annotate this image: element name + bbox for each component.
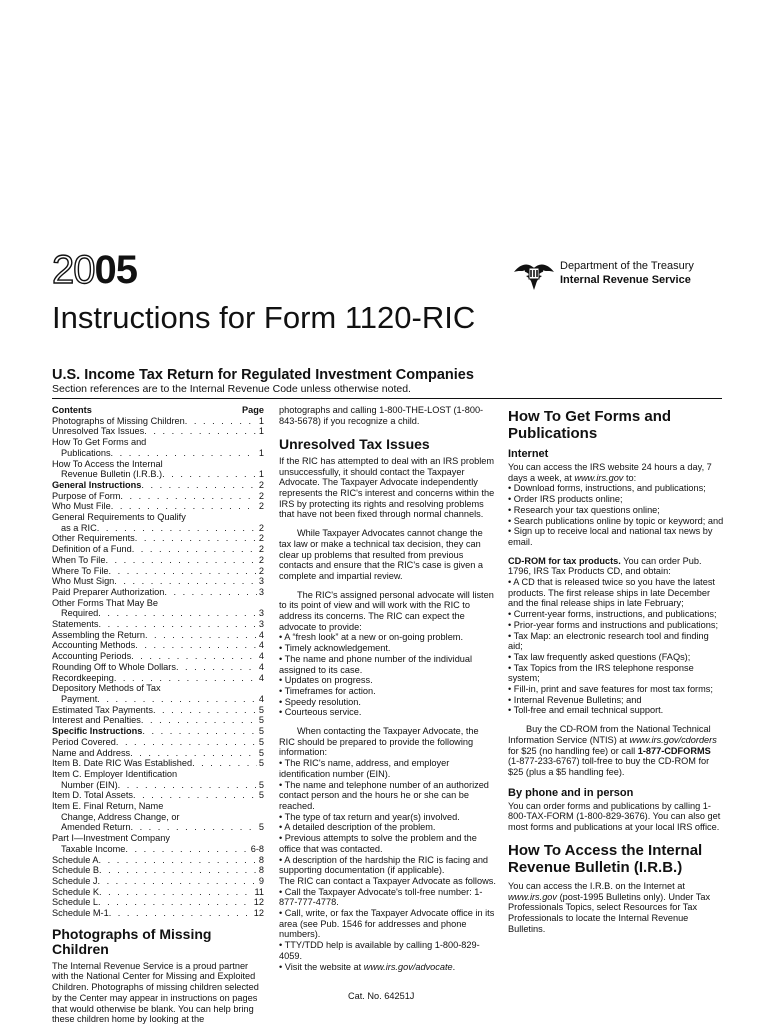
bullet-item: • Search publications online by topic or keyword; and [508, 516, 724, 527]
toc-entry [52, 459, 264, 470]
toc-leader [133, 790, 257, 801]
toc-entry [52, 833, 264, 844]
bullet-item: • Previous attempts to solve the problem and the office that was contacted. [279, 833, 497, 854]
toc-entry-label: Definition of a Fund [52, 544, 132, 555]
bullet-item: • Tax Topics from the IRS telephone response system; [508, 663, 724, 684]
toc-entry-label: Purpose of Form [52, 490, 121, 501]
toc-entry-page: 3 [258, 608, 264, 619]
toc-entry-label: Number (EIN) [61, 779, 118, 790]
toc-leader [185, 416, 257, 427]
bullet-item: • Sign up to receive local and national tax news by email. [508, 526, 724, 547]
toc-entry [52, 544, 264, 555]
cdrom-body: You can order Pub. 1796, IRS Tax Products CD, and obtain: [508, 555, 702, 577]
toc-entry-page: 12 [253, 908, 264, 919]
page-title: Instructions for Form 1120-RIC [52, 300, 476, 335]
toc-entry [52, 801, 264, 812]
toc-entry-page: 1 [258, 415, 264, 426]
forms-heading: How To Get Forms and Publications [508, 408, 672, 442]
toc-entry-page: 4 [258, 672, 264, 683]
toc-entry-label: Unresolved Tax Issues [52, 426, 145, 437]
toc-entry-page: 8 [258, 854, 264, 865]
toc-entry [52, 662, 264, 673]
missing-children-heading: Photographs of Missing Children [52, 925, 212, 958]
toc-entry [52, 673, 264, 684]
bullet-item: • Download forms, instructions, and publications; [508, 483, 724, 494]
bullet-item: • The type of tax return and year(s) involved. [279, 812, 497, 823]
toc-entry [52, 469, 264, 480]
toc-entry [52, 576, 264, 587]
agency-name: Internal Revenue Service [560, 274, 691, 286]
toc-entry-page: 5 [258, 790, 264, 801]
unresolved-issues-heading: Unresolved Tax Issues [279, 436, 430, 453]
advocate-website-item [279, 962, 497, 973]
toc-entry-page: 5 [258, 779, 264, 790]
toc-entry [52, 790, 264, 801]
toc-entry-label: Item B. Date RIC Was Established [52, 758, 193, 769]
header-divider [52, 398, 722, 399]
buy-post: (1-877-233-6767) toll-free to buy the CD-ROM for $25 (plus a $5 handling fee). [508, 756, 710, 777]
toc-entry-page: 4 [258, 651, 264, 662]
toc-leader [120, 491, 256, 502]
phone-text: You can order forms and publications by calling 1-800-TAX-FORM (1-800-829-3676). You can also get most forms and publications at your local IRS office. [508, 800, 721, 833]
irb-text [508, 881, 724, 935]
toc-leader [109, 908, 252, 919]
toc-entry [52, 426, 264, 437]
toc-entry [52, 512, 264, 523]
toc-entry-page: 11 [254, 886, 264, 897]
toc-entry-label: Schedule B [52, 865, 99, 876]
internet-text [508, 462, 724, 483]
missing-children-continued: photographs and calling 1-800-THE-LOST (1-800-843-5678) if you recognize a child. [279, 405, 484, 426]
toc-entry [52, 630, 264, 641]
toc-entry-label: How To Access the Internal [52, 458, 163, 469]
internet-list [508, 483, 724, 547]
toc-entry-page: 1 [258, 469, 264, 480]
advocate-website-post: . [452, 961, 456, 972]
toc-leader [153, 705, 257, 716]
agency-block [512, 258, 722, 292]
year-outline: 20 [52, 248, 95, 292]
toc-entry-page: 2 [258, 544, 264, 555]
department-name: Department of the Treasury [560, 260, 694, 272]
bullet-item: • TTY/TDD help is available by calling 1-800-829-4059. [279, 940, 497, 961]
catalog-number: Cat. No. 64251J [348, 991, 415, 1001]
bullet-item: • Timeframes for action. [279, 686, 497, 697]
toc-entry [52, 865, 264, 876]
toc-entry-label: Photographs of Missing Children [52, 415, 185, 426]
toc-leader [145, 630, 257, 641]
toc-entry [52, 737, 264, 748]
toc-entry [52, 416, 264, 427]
advocate-paragraph-3: The RIC's assigned personal advocate will listen to its point of view and will work with the RIC to address its concerns. The RIC can expect the advocate to provide: [279, 589, 494, 632]
toc-entry-label: Estimated Tax Payments [52, 704, 153, 715]
toc-entry [52, 705, 264, 716]
toc-entry [52, 608, 264, 619]
toc-entry-page: 2 [258, 565, 264, 576]
toc-leader [132, 544, 257, 555]
toc-leader [144, 426, 257, 437]
toc-leader [98, 897, 252, 908]
toc-entry-label: When To File [52, 554, 106, 565]
bullet-item: • Current-year forms, instructions, and publications; [508, 609, 724, 620]
toc-entry-label: Paid Preparer Authorization [52, 586, 165, 597]
toc-entry-page: 4 [258, 693, 264, 704]
toc-entry-label: Other Forms That May Be [52, 597, 159, 608]
bullet-item: • Fill-in, print and save features for most tax forms; [508, 684, 724, 695]
toc-leader [116, 737, 257, 748]
toc-entry-label: Period Covered [52, 736, 116, 747]
toc-entry [52, 491, 264, 502]
toc-leader [111, 448, 257, 459]
toc-entry-page: 3 [258, 576, 264, 587]
toc-entry-page: 12 [253, 897, 264, 908]
toc-entry-label: Name and Address [52, 747, 131, 758]
toc-entry-label: Change, Address Change, or [61, 811, 180, 822]
bullet-item: • Tax law frequently asked questions (FAQs); [508, 652, 724, 663]
bullet-item: • Internal Revenue Bulletins; and [508, 695, 724, 706]
toc-entry [52, 448, 264, 459]
toc-entry [52, 501, 264, 512]
toc-entry-label: Who Must Sign [52, 576, 115, 587]
toc-entry-label: General Requirements to Qualify [52, 512, 186, 523]
toc-entry [52, 844, 264, 855]
bullet-item: • Order IRS products online; [508, 494, 724, 505]
toc-entry-label: Specific Instructions [52, 726, 143, 737]
form-subtitle: U.S. Income Tax Return for Regulated Investment Companies [52, 367, 474, 383]
cdforms-number: 1-877-CDFORMS [637, 745, 711, 756]
bullet-item: • A detailed description of the problem. [279, 822, 497, 833]
bullet-item: • Prior-year forms and instructions and publications; [508, 620, 724, 631]
irs-website-link[interactable]: www.irs.gov [574, 472, 624, 483]
bullet-item: • Toll-free and email technical support. [508, 705, 724, 716]
toc-entry-page: 5 [258, 704, 264, 715]
bullet-item: • A CD that is released twice so you have the latest products. The first release ships in late December and the final release ships in late February; [508, 577, 724, 609]
toc-leader [142, 726, 257, 737]
toc-leader [111, 501, 257, 512]
toc-entry-page: 8 [258, 865, 264, 876]
toc-entry-page: 5 [258, 736, 264, 747]
toc-leader [97, 876, 256, 887]
toc-entry-label: Schedule K [52, 886, 99, 897]
toc-entry [52, 566, 264, 577]
toc-entry-label: Assembling the Return [52, 629, 145, 640]
advocate-website-link[interactable]: www.irs.gov/advocate [363, 961, 453, 972]
toc-header-label: Contents [52, 405, 92, 415]
toc-entry [52, 480, 264, 491]
bullet-item: • The name and phone number of the individual assigned to its case. [279, 654, 497, 675]
buy-mid: for $25 (no handling fee) or call [508, 745, 638, 756]
toc-entry [52, 876, 264, 887]
toc-entry-page: 2 [258, 533, 264, 544]
toc-entry-label: General Instructions [52, 479, 142, 490]
toc-entry-label: Rounding Off to Whole Dollars [52, 661, 176, 672]
advocate-info-list [279, 758, 497, 876]
advocate-provides-list [279, 632, 497, 718]
toc-entry [52, 726, 264, 737]
toc-entry [52, 533, 264, 544]
toc-entry-label: Item D. Total Assets [52, 790, 134, 801]
toc-entry-page: 4 [258, 629, 264, 640]
phone-heading: By phone and in person [508, 786, 634, 799]
toc-entry-page: 4 [258, 661, 264, 672]
column-forms [508, 405, 724, 934]
table-of-contents [52, 416, 264, 919]
toc-entry-label: Accounting Methods [52, 640, 136, 651]
toc-entry-page: 5 [258, 822, 264, 833]
toc-entry [52, 437, 264, 448]
cdorders-link[interactable]: www.irs.gov/cdorders [629, 734, 717, 745]
toc-entry [52, 780, 264, 791]
toc-leader [125, 844, 248, 855]
irb-website-link[interactable]: www.irs.gov [508, 891, 558, 902]
cdrom-text [508, 556, 724, 577]
toc-entry-page: 2 [258, 501, 264, 512]
bullet-item: • The RIC's name, address, and employer identification number (EIN). [279, 758, 497, 779]
buy-pre: Buy the CD-ROM from the National Technical Information Service (NTIS) at [508, 724, 711, 745]
toc-entry-label: Accounting Periods [52, 651, 132, 662]
toc-entry-label: Item C. Employer Identification [52, 768, 178, 779]
bullet-item: • A description of the hardship the RIC is facing and supporting documentation (if applicable). [279, 855, 497, 876]
toc-entry [52, 694, 264, 705]
bullet-item: • Call, write, or fax the Taxpayer Advocate office in its area (see Pub. 1546 for addresses and phone numbers). [279, 908, 497, 940]
toc-entry-page: 3 [258, 586, 264, 597]
toc-leader [130, 822, 256, 833]
toc-leader [130, 748, 257, 759]
toc-leader [118, 780, 257, 791]
toc-entry [52, 908, 264, 919]
toc-leader [141, 715, 257, 726]
toc-leader [97, 694, 257, 705]
toc-leader [162, 469, 257, 480]
irs-eagle-logo-icon [512, 258, 556, 292]
toc-entry-page: 5 [258, 726, 264, 737]
toc-entry [52, 651, 264, 662]
toc-entry [52, 855, 264, 866]
toc-entry [52, 619, 264, 630]
toc-leader [135, 640, 257, 651]
toc-entry-page: 2 [258, 479, 264, 490]
toc-leader [98, 608, 257, 619]
toc-entry-label: How To Get Forms and [52, 437, 147, 448]
toc-entry-page: 4 [258, 640, 264, 651]
toc-entry [52, 683, 264, 694]
toc-leader [99, 887, 252, 898]
advocate-paragraph-1: If the RIC has attempted to deal with an IRS problem unsuccessfully, it should contact the Taxpayer Advocate. The Taxpayer Advocate independently represents the RIC's interest and concerns within the IRS by protecting its rights and resolving problems that have not been fixed through normal channels. [279, 455, 495, 520]
missing-children-text: The Internal Revenue Service is a proud partner with the National Center for Missing and Exploited Children. Photographs of missing children selected by the Center may appear in instructions on pages that would otherwise be blank. You can help bring these children home by looking at the [52, 960, 259, 1025]
advocate-paragraph-2: While Taxpayer Advocates cannot change the tax law or make a technical tax decision, they can clear up problems that resulted from previous contacts and ensure that the RIC's case is given a complete and impartial review. [279, 528, 483, 581]
toc-entry-label: Recordkeeping [52, 672, 114, 683]
toc-leader [98, 619, 256, 630]
toc-entry [52, 640, 264, 651]
toc-entry [52, 812, 264, 823]
year-bold: 05 [94, 248, 137, 292]
irb-heading: How To Access the Internal Revenue Bulletin (I.R.B.) [508, 841, 703, 876]
bullet-item: • Tax Map: an electronic research tool and finding aid; [508, 631, 724, 652]
toc-entry [52, 769, 264, 780]
toc-entry-label: Depository Methods of Tax [52, 683, 161, 694]
toc-entry-page: 1 [258, 447, 264, 458]
column-advocate [279, 405, 497, 972]
cdrom-lead: CD-ROM for tax products. [508, 555, 621, 566]
toc-entry [52, 822, 264, 833]
cdrom-list [508, 577, 724, 716]
toc-leader [109, 566, 257, 577]
advocate-paragraph-4: When contacting the Taxpayer Advocate, the RIC should be prepared to provide the following information: [279, 726, 479, 758]
irb-pre: You can access the I.R.B. on the Internet at [508, 880, 685, 891]
toc-leader [141, 480, 257, 491]
toc-entry-page: 3 [258, 619, 264, 630]
toc-leader [98, 855, 256, 866]
form-year [52, 248, 137, 292]
toc-entry [52, 748, 264, 759]
toc-entry [52, 523, 264, 534]
toc-entry-label: Who Must File [52, 501, 111, 512]
toc-entry-page: 5 [258, 715, 264, 726]
toc-leader [164, 587, 257, 598]
bullet-item: • The name and telephone number of an authorized contact person and the hours he or she can be reached. [279, 780, 497, 812]
toc-entry [52, 587, 264, 598]
toc-entry-label: Required [61, 608, 99, 619]
toc-entry-page: 5 [258, 747, 264, 758]
toc-entry-page: 9 [258, 875, 264, 886]
internet-heading: Internet [508, 448, 549, 460]
toc-entry-page: 6-8 [250, 843, 264, 854]
bullet-item: • Research your tax questions online; [508, 505, 724, 516]
bullet-item: • Courteous service. [279, 707, 497, 718]
internet-text-post: to: [623, 472, 637, 483]
toc-entry-label: Publications [61, 447, 111, 458]
toc-entry-label: Statements [52, 619, 99, 630]
toc-entry [52, 887, 264, 898]
toc-leader [192, 758, 257, 769]
toc-entry-label: Where To File [52, 565, 109, 576]
toc-entry-label: Interest and Penalties [52, 715, 141, 726]
toc-leader [105, 555, 256, 566]
buy-cdrom-text [508, 724, 724, 778]
toc-leader [97, 523, 257, 534]
toc-header [52, 405, 264, 416]
toc-entry-label: Item E. Final Return, Name [52, 801, 164, 812]
toc-entry-label: Part I—Investment Company [52, 833, 170, 844]
advocate-paragraph-5: The RIC can contact a Taxpayer Advocate as follows. [279, 875, 496, 886]
bullet-item: • A “fresh look” at a new or on-going problem. [279, 632, 497, 643]
bullet-item: • Updates on progress. [279, 675, 497, 686]
toc-header-page: Page [242, 405, 264, 415]
irb-post: (post-1995 Bulletins only). Under Tax Professionals Topics, select Resources for Tax Professionals to locate the Internal Revenue Bulletins. [508, 891, 711, 934]
toc-entry-label: Schedule A [52, 854, 99, 865]
toc-entry [52, 598, 264, 609]
toc-leader [135, 533, 257, 544]
bullet-item: • Timely acknowledgement. [279, 643, 497, 654]
toc-entry-label: Schedule M-1 [52, 908, 109, 919]
toc-entry-label: Schedule J [52, 875, 98, 886]
toc-entry [52, 758, 264, 769]
toc-entry-page: 2 [258, 490, 264, 501]
toc-entry-label: Taxable Income [61, 843, 126, 854]
toc-entry-label: Payment [61, 693, 98, 704]
advocate-website-pre: Visit the website at [284, 961, 364, 972]
toc-leader [176, 662, 257, 673]
bullet-item: • Speedy resolution. [279, 697, 497, 708]
toc-leader [114, 673, 257, 684]
section-reference-note: Section references are to the Internal Revenue Code unless otherwise noted. [52, 383, 411, 395]
toc-entry [52, 715, 264, 726]
toc-entry-label: Revenue Bulletin (I.R.B.) [61, 469, 163, 480]
toc-leader [114, 576, 257, 587]
toc-leader [99, 865, 257, 876]
toc-entry-label: Schedule L [52, 897, 98, 908]
toc-entry-label: as a RIC [61, 522, 97, 533]
toc-entry-page: 2 [258, 522, 264, 533]
toc-entry-label: Other Requirements [52, 533, 135, 544]
toc-entry [52, 897, 264, 908]
bullet-item: • Call the Taxpayer Advocate's toll-free number: 1-877-777-4778. [279, 887, 497, 908]
toc-entry-page: 2 [258, 554, 264, 565]
toc-entry-page: 1 [258, 426, 264, 437]
toc-entry-label: Amended Return [61, 822, 131, 833]
toc-entry-page: 5 [258, 758, 264, 769]
internet-text-pre: You can access the IRS website 24 hours a day, 7 days a week, at [508, 462, 712, 483]
toc-entry [52, 555, 264, 566]
toc-leader [131, 651, 257, 662]
advocate-contact-list [279, 887, 497, 962]
column-contents [52, 405, 264, 1025]
